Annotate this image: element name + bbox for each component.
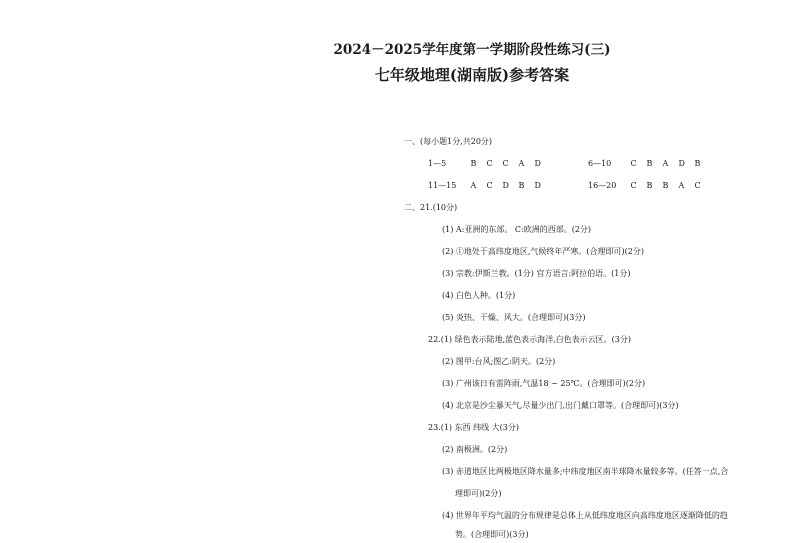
mcq-row-2-left bbox=[428, 181, 551, 191]
mcq-row-1-left bbox=[428, 159, 551, 169]
mcq-answer: A bbox=[662, 159, 669, 168]
mcq-answer: B bbox=[518, 181, 525, 190]
mcq-answer: B bbox=[662, 181, 669, 190]
q21-answer-4: (4) 白色人种。(1分) bbox=[442, 291, 516, 300]
section2-heading: 二、21.(10分) bbox=[404, 203, 458, 212]
mcq-answers bbox=[631, 159, 711, 169]
mcq-label: 11—15 bbox=[428, 181, 457, 190]
mcq-answers bbox=[471, 181, 551, 191]
q22-answer-4: (4) 北京是沙尘暴天气,尽量少出门,出门戴口罩等。(合理即可)(3分) bbox=[442, 401, 679, 410]
mcq-answer: C bbox=[630, 159, 637, 168]
mcq-answer: D bbox=[534, 181, 541, 190]
mcq-label: 1—5 bbox=[428, 159, 447, 168]
mcq-row-2-right bbox=[588, 181, 711, 191]
q21-answer-1: (1) A:亚洲的东部。 C:欧洲的西部。(2分) bbox=[442, 225, 592, 234]
q23-answer-1: 23.(1) 东西 纬线 大(3分) bbox=[428, 423, 520, 432]
mcq-label: 16—20 bbox=[588, 181, 617, 190]
mcq-answers bbox=[631, 181, 711, 191]
q21-answer-5: (5) 炎热、干燥、风大。(合理即可)(3分) bbox=[442, 313, 586, 322]
q22-answer-2: (2) 图甲:台风;图乙:阴天。(2分) bbox=[442, 357, 556, 366]
section1-heading: 一、(每小题1分,共20分) bbox=[404, 137, 493, 146]
q23-answer-2: (2) 南极洲。(2分) bbox=[442, 445, 508, 454]
mcq-answer: D bbox=[678, 159, 685, 168]
q23-answer-3: (3) 赤道地区比两极地区降水量多;中纬度地区南半球降水量较多等。(任答一点,合 bbox=[442, 467, 729, 476]
mcq-answer: D bbox=[502, 181, 509, 190]
q22-answer-1: 22.(1) 绿色表示陆地,蓝色表示海洋,白色表示云区。(3分) bbox=[428, 335, 632, 344]
mcq-answer: B bbox=[646, 159, 653, 168]
q23-answer-3-cont: 理即可)(2分) bbox=[455, 489, 502, 498]
mcq-answer: C bbox=[486, 159, 493, 168]
mcq-answer: C bbox=[486, 181, 493, 190]
q21-answer-3: (3) 宗教:伊斯兰教。(1分) 官方语言:阿拉伯语。(1分) bbox=[442, 269, 631, 278]
mcq-label: 6—10 bbox=[588, 159, 612, 168]
mcq-answer: C bbox=[630, 181, 637, 190]
mcq-answer: D bbox=[534, 159, 541, 168]
mcq-answer: A bbox=[470, 181, 477, 190]
mcq-answer: C bbox=[502, 159, 509, 168]
mcq-answer: B bbox=[470, 159, 477, 168]
q23-answer-4-cont: 势。(合理即可)(3分) bbox=[455, 530, 529, 539]
mcq-answer: B bbox=[694, 159, 701, 168]
q23-answer-4: (4) 世界年平均气温的分布规律是总体上从低纬度地区向高纬度地区逐渐降低的趋 bbox=[442, 511, 728, 520]
document-title: 2024－2025学年度第一学期阶段性练习(三) bbox=[333, 42, 611, 58]
q21-answer-2: (2) ①地处于高纬度地区,气候终年严寒。(合理即可)(2分) bbox=[442, 247, 644, 256]
mcq-row-1-right bbox=[588, 159, 711, 169]
document-subtitle: 七年级地理(湖南版)参考答案 bbox=[374, 66, 570, 84]
mcq-answer: A bbox=[518, 159, 525, 168]
q22-answer-3: (3) 广州该日有雷阵雨,气温18 ~ 25℃。(合理即可)(2分) bbox=[442, 379, 646, 388]
mcq-answer: C bbox=[694, 181, 701, 190]
mcq-answer: B bbox=[646, 181, 653, 190]
mcq-answer: A bbox=[678, 181, 685, 190]
mcq-answers bbox=[471, 159, 551, 169]
